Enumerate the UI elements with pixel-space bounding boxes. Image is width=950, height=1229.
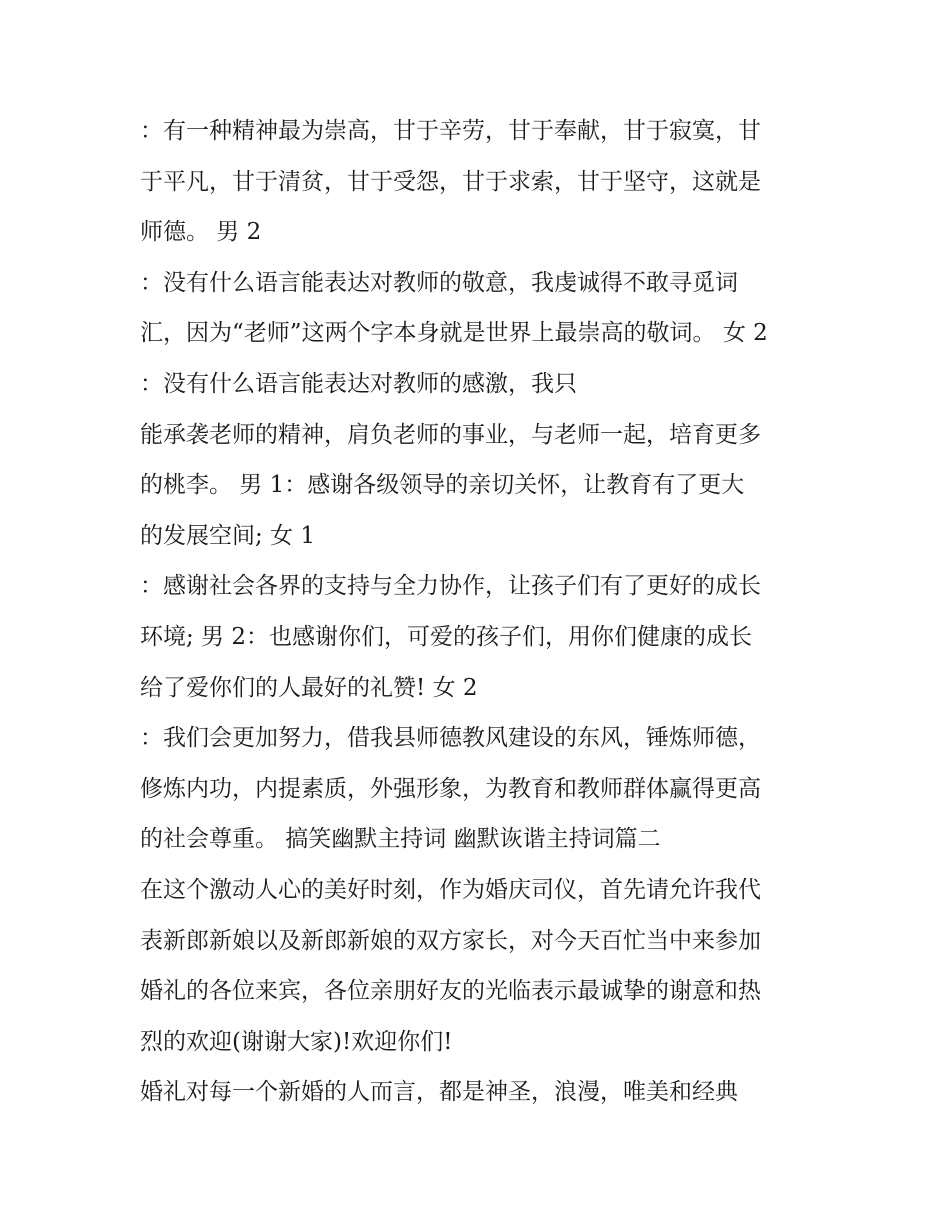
- text-line: 师德。 男 2: [140, 219, 262, 246]
- text-line: ：我们会更加努力，借我县师德教风建设的东风，锤炼师德，: [140, 725, 761, 752]
- text-line: ：感谢社会各界的支持与全力协作，让孩子们有了更好的成长: [140, 573, 761, 600]
- text-line: 于平凡，甘于清贫，甘于受怨，甘于求索，甘于坚守，这就是: [140, 168, 761, 195]
- text-line: ：有一种精神最为崇高，甘于辛劳，甘于奉献，甘于寂寞，甘: [140, 118, 761, 144]
- text-line: 婚礼的各位来宾，各位亲朋好友的光临表示最诚挚的谢意和热: [140, 978, 761, 1005]
- text-line: 环境; 男 2：也感谢你们，可爱的孩子们，用你们健康的成长: [140, 623, 753, 650]
- text-line: 表新郎新娘以及新郎新娘的双方家长，对今天百忙当中来参加: [140, 927, 761, 954]
- text-line: 修炼内功，内提素质，外强形象，为教育和教师群体赢得更高: [140, 775, 761, 802]
- text-line: 的社会尊重。 搞笑幽默主持词 幽默诙谐主持词篇二: [140, 826, 661, 853]
- text-line: 的发展空间; 女 1: [140, 522, 316, 549]
- text-line: 给了爱你们的人最好的礼赞! 女 2: [140, 674, 478, 701]
- text-line: 婚礼对每一个新婚的人而言，都是神圣，浪漫，唯美和经典: [140, 1079, 738, 1106]
- body-text: [140, 106, 830, 1118]
- text-line: 烈的欢迎(谢谢大家)!欢迎你们!: [140, 1028, 453, 1055]
- text-line: 在这个激动人心的美好时刻，作为婚庆司仪，首先请允许我代: [140, 876, 761, 903]
- text-line: 汇，因为“老师”这两个字本身就是世界上最崇高的敬词。 女 2: [140, 320, 768, 347]
- text-line: ：没有什么语言能表达对教师的敬意，我虔诚得不敢寻觅词: [140, 269, 738, 296]
- text-line: ：没有什么语言能表达对教师的感激，我只: [140, 370, 577, 397]
- text-line: 的桃李。 男 1：感谢各级领导的亲切关怀，让教育有了更大: [140, 472, 745, 499]
- text-line: 能承袭老师的精神，肩负老师的事业，与老师一起，培育更多: [140, 421, 761, 448]
